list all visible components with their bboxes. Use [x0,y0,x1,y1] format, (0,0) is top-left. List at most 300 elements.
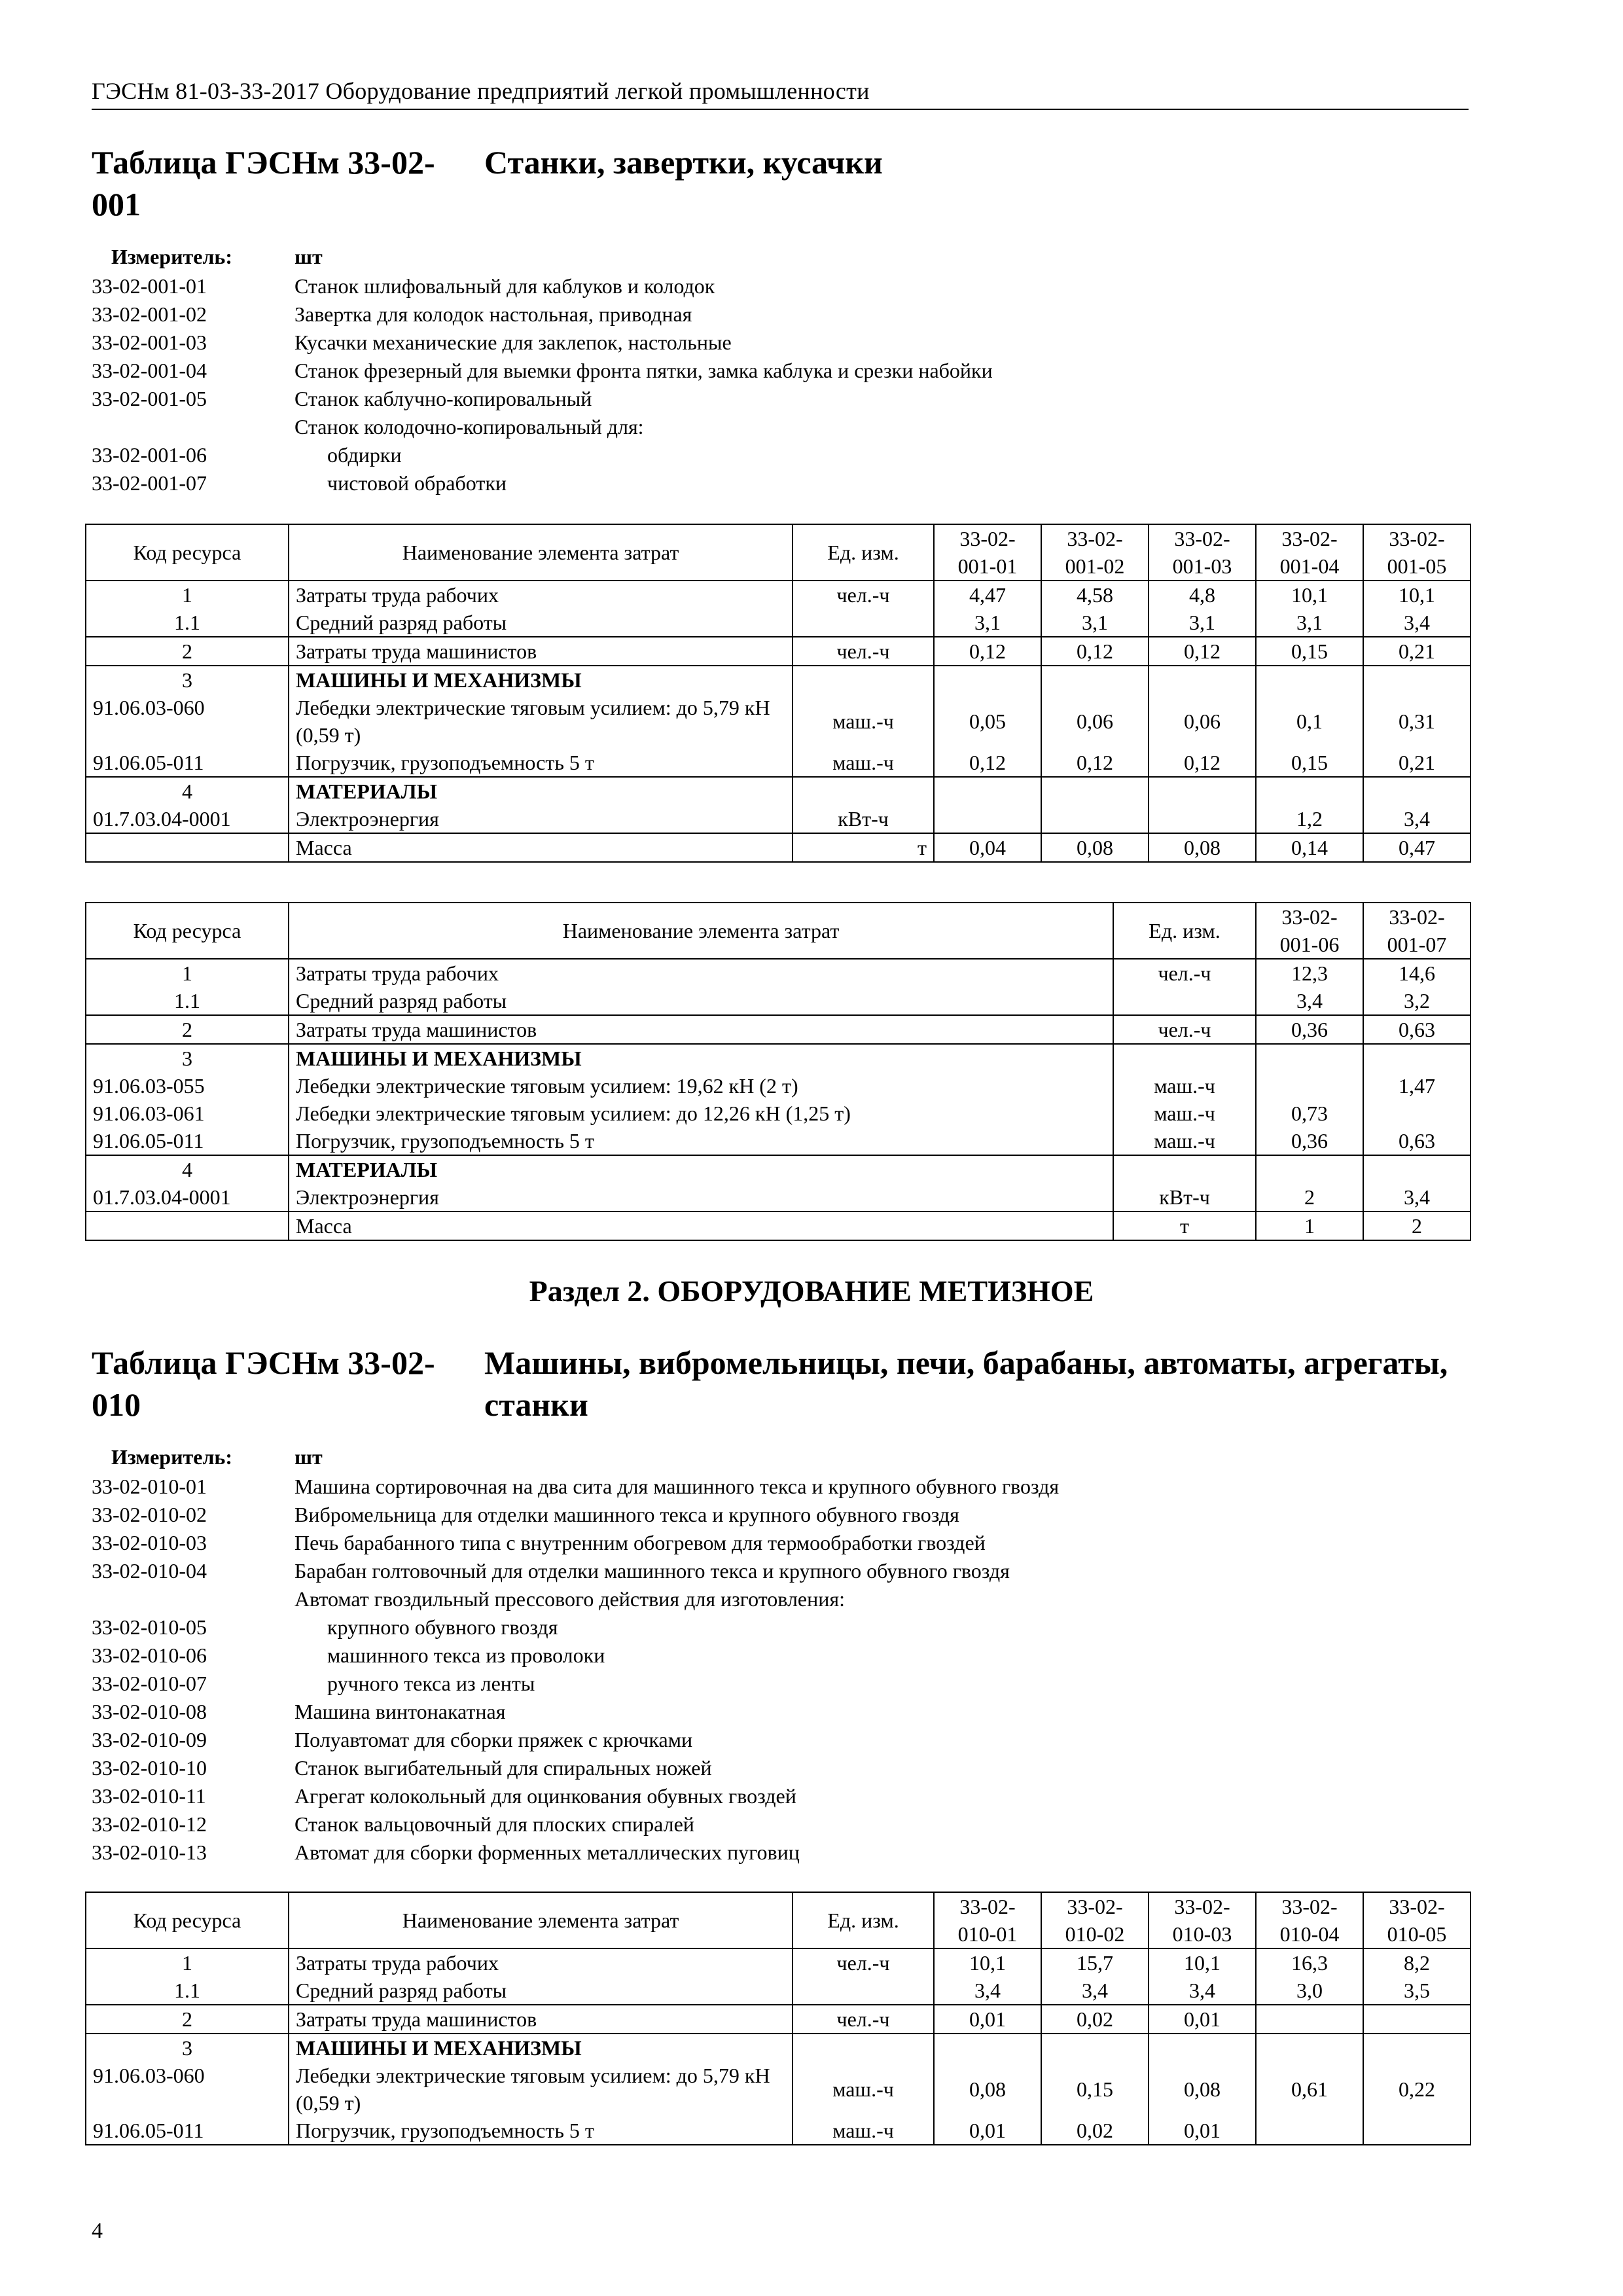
list-item [92,1501,1059,1529]
table-cell [1363,2117,1471,2145]
table-row [86,1155,1471,1183]
item-description: Станок каблучно-копировальный [294,387,592,410]
list-item [92,357,993,385]
table-cell: 4 [86,777,289,805]
text-line: 33-02- [1281,905,1338,929]
item-code: 33-02-001-01 [92,274,207,298]
table-cell: 10,1 [1363,581,1471,609]
table-cell: маш.-ч [793,2117,934,2145]
table-cell: 0,63 [1363,1015,1471,1044]
table-cell: 0,01 [934,2117,1041,2145]
table-cell: 4,47 [934,581,1041,609]
table-cell [1149,777,1256,805]
table-cell: маш.-ч [793,749,934,777]
table-header-row [86,524,1471,581]
item-code: 33-02-001-05 [92,387,207,410]
table-2-code-list [92,1473,1059,1867]
table-cell: 1 [86,959,289,987]
table-1-meter-label: Измеритель: [111,245,232,268]
table-cell: 0,63 [1363,1127,1471,1155]
list-item [92,272,993,300]
table-cell [793,1977,934,2005]
table-cell: Масса [289,833,793,862]
table-cell: маш.-ч [793,2062,934,2117]
table-cell: 8,2 [1363,1948,1471,1977]
col-header-norm [1363,903,1471,959]
table-cell: 3,5 [1363,1977,1471,2005]
table-1-heading: Станки, завертки, кусачки [484,144,883,181]
table-cell [1149,2034,1256,2062]
table-cell: чел.-ч [793,581,934,609]
col-header-name: Наименование элемента затрат [289,1892,793,1948]
table-cell: 3,4 [1363,609,1471,637]
item-description: Завертка для колодок настольная, приводная [294,302,692,326]
text-line: Машины, вибромельницы, печи, барабаны, автоматы, агрегаты, [484,1344,1448,1381]
table-row [86,987,1471,1015]
table-row [86,1044,1471,1072]
col-header-norm [1363,524,1471,581]
text-line: 33-02- [1389,527,1445,550]
text-line: 33-02- [1389,905,1445,929]
list-item [92,1839,1059,1867]
item-description: Станок фрезерный для выемки фронта пятки, замка каблука и срезки набойки [294,359,993,382]
list-item [92,413,993,441]
text-line: 001-04 [1279,554,1340,578]
table-cell: 0,1 [1256,694,1363,749]
table-cell: чел.-ч [793,1948,934,1977]
text-line: 010-03 [1172,1922,1232,1946]
table-cell [86,833,289,862]
text-line: 010-01 [957,1922,1018,1946]
table-cell: 3,1 [1149,609,1256,637]
table-cell [1256,1044,1363,1072]
table-row [86,1211,1471,1240]
table-cell: 1,2 [1256,805,1363,833]
col-header-code: Код ресурса [86,903,289,959]
table-cell: 3,4 [1041,1977,1149,2005]
list-item [92,1670,1059,1698]
list-item [92,1698,1059,1726]
text-line: 001-06 [1279,933,1340,956]
table-cell: 0,12 [1149,749,1256,777]
item-code: 33-02-010-10 [92,1756,207,1780]
table-row [86,2005,1471,2034]
table-cell: 12,3 [1256,959,1363,987]
resource-table-3 [85,1892,1471,2145]
text-line: Таблица ГЭСНм 33-02- [92,144,435,181]
text-line: 33-02- [1067,1895,1123,1918]
table-1-label [92,141,484,225]
item-code: 33-02-010-02 [92,1503,207,1526]
table-row [86,1948,1471,1977]
table-cell: 10,1 [934,1948,1041,1977]
table-cell [1041,777,1149,805]
table-row [86,1127,1471,1155]
item-code: 33-02-010-11 [92,1784,206,1808]
table-cell: кВт-ч [1113,1183,1256,1211]
table-cell [1256,1155,1363,1183]
table-row [86,1183,1471,1211]
table-cell [1256,2034,1363,2062]
text-line: 010-04 [1279,1922,1340,1946]
item-description: Станок колодочно-копировальный для: [294,415,644,439]
table-cell: 1.1 [86,1977,289,2005]
table-cell [934,805,1041,833]
table-cell: 0,73 [1256,1100,1363,1127]
table-cell: 0,04 [934,833,1041,862]
table-cell: Масса [289,1211,1113,1240]
text-line: 001-05 [1387,554,1447,578]
table-cell: 3 [86,666,289,694]
col-header-code: Код ресурса [86,524,289,581]
table-cell [1256,2117,1363,2145]
table-cell: 0,12 [934,749,1041,777]
table-cell: 3,4 [934,1977,1041,2005]
running-header: ГЭСНм 81-03-33-2017 Оборудование предприятий легкой промышленности [92,78,870,104]
table-cell: Затраты труда рабочих [289,1948,793,1977]
table-row [86,777,1471,805]
table-cell: 91.06.05-011 [86,2117,289,2145]
text-line: 33-02- [1174,1895,1230,1918]
table-cell [1256,777,1363,805]
table-cell: чел.-ч [793,637,934,666]
table-cell [1363,2005,1471,2034]
table-2-label [92,1342,484,1426]
item-description: крупного обувного гвоздя [327,1615,558,1639]
list-item [92,1641,1059,1670]
table-cell: 3,4 [1363,1183,1471,1211]
text-line: 001-07 [1387,933,1447,956]
table-cell: 1 [1256,1211,1363,1240]
table-cell: 4,58 [1041,581,1149,609]
table-cell: 3,1 [1256,609,1363,637]
item-description: Станок выгибательный для спиральных ножей [294,1756,712,1780]
table-cell: 10,1 [1256,581,1363,609]
item-description: Вибромельница для отделки машинного текса и крупного обувного гвоздя [294,1503,959,1526]
table-cell: 14,6 [1363,959,1471,987]
item-code: 33-02-010-06 [92,1643,207,1667]
table-cell [934,777,1041,805]
table-1-meter-value: шт [294,245,323,268]
text-line: 33-02- [1174,527,1230,550]
item-code: 33-02-001-04 [92,359,207,382]
table-cell: 2 [1256,1183,1363,1211]
table-cell: Электроэнергия [289,805,793,833]
page-number: 4 [92,2219,103,2243]
text-line: 001-01 [957,554,1018,578]
table-cell: Лебедки электрические тяговым усилием: 19,62 кН (2 т) [289,1072,1113,1100]
table-cell: 0,36 [1256,1127,1363,1155]
table-cell: 0,08 [1149,833,1256,862]
header-rule [92,109,1469,110]
table-row [86,2117,1471,2145]
item-code: 33-02-010-04 [92,1559,207,1583]
col-header-norm [1041,1892,1149,1948]
table-cell: 0,12 [1041,637,1149,666]
table-row [86,694,1471,749]
table-row [86,1072,1471,1100]
table-cell: 01.7.03.04-0001 [86,1183,289,1211]
table-2-meter-label: Измеритель: [111,1445,232,1469]
item-description: Автомат для сборки форменных металлических пуговиц [294,1840,800,1864]
list-item [92,1529,1059,1557]
list-item [92,300,993,329]
text-line: станки [484,1386,588,1423]
table-cell: чел.-ч [1113,1015,1256,1044]
col-header-norm [934,524,1041,581]
table-2-meter-value: шт [294,1445,323,1469]
col-header-unit: Ед. изм. [793,524,934,581]
list-item [92,441,993,469]
table-cell [934,666,1041,694]
table-cell: 3,4 [1363,805,1471,833]
item-code: 33-02-010-09 [92,1728,207,1751]
table-cell: Погрузчик, грузоподъемность 5 т [289,2117,793,2145]
table-cell [1113,1044,1256,1072]
table-cell: 1 [86,1948,289,1977]
table-cell: 10,1 [1149,1948,1256,1977]
table-cell: Лебедки электрические тяговым усилием: до 5,79 кН (0,59 т) [289,2062,793,2117]
table-cell: 3,4 [1149,1977,1256,2005]
table-cell: 0,02 [1041,2117,1149,2145]
table-cell: 1.1 [86,987,289,1015]
table-row [86,581,1471,609]
item-description: Полуавтомат для сборки пряжек с крючками [294,1728,693,1751]
table-cell: 1 [86,581,289,609]
table-cell: т [1113,1211,1256,1240]
text-line: 010 [92,1386,141,1423]
list-item [92,1473,1059,1501]
item-code: 33-02-010-13 [92,1840,207,1864]
table-cell [1041,805,1149,833]
table-cell: 0,12 [934,637,1041,666]
table-cell: Затраты труда рабочих [289,959,1113,987]
item-description: машинного текса из проволоки [327,1643,605,1667]
table-cell: МАШИНЫ И МЕХАНИЗМЫ [289,666,793,694]
table-cell: чел.-ч [1113,959,1256,987]
table-cell: 0,15 [1256,637,1363,666]
text-line: 33-02- [1389,1895,1445,1918]
table-cell: Затраты труда машинистов [289,637,793,666]
col-header-norm [1041,524,1149,581]
table-cell: 4 [86,1155,289,1183]
table-cell: 0,08 [934,2062,1041,2117]
text-line: 010-02 [1065,1922,1125,1946]
table-cell: 0,01 [1149,2117,1256,2145]
table-cell: Средний разряд работы [289,987,1113,1015]
list-item [92,469,993,497]
table-cell: 0,15 [1041,2062,1149,2117]
table-cell: 0,22 [1363,2062,1471,2117]
table-cell: 0,61 [1256,2062,1363,2117]
table-cell: Погрузчик, грузоподъемность 5 т [289,749,793,777]
table-cell: 16,3 [1256,1948,1363,1977]
table-cell: 3 [86,1044,289,1072]
list-item [92,1585,1059,1613]
table-cell: Затраты труда машинистов [289,1015,1113,1044]
col-header-norm [1256,1892,1363,1948]
table-cell: чел.-ч [793,2005,934,2034]
resource-table-2 [85,902,1471,1241]
list-item [92,1754,1059,1782]
table-row [86,609,1471,637]
table-cell: 2 [1363,1211,1471,1240]
text-line: 33-02- [1281,527,1338,550]
table-row [86,959,1471,987]
table-cell: 3,2 [1363,987,1471,1015]
table-cell: Средний разряд работы [289,609,793,637]
table-cell [1256,666,1363,694]
item-description: Автомат гвоздильный прессового действия для изготовления: [294,1587,845,1611]
table-cell [1113,1155,1256,1183]
text-line: 010-05 [1387,1922,1447,1946]
table-cell: Электроэнергия [289,1183,1113,1211]
table-row [86,1015,1471,1044]
table-row [86,805,1471,833]
table-cell: 91.06.03-060 [86,2062,289,2117]
table-cell [1363,666,1471,694]
table-cell: 01.7.03.04-0001 [86,805,289,833]
table-row [86,2034,1471,2062]
item-code: 33-02-001-02 [92,302,207,326]
table-cell: 2 [86,1015,289,1044]
list-item [92,1557,1059,1585]
table-cell: МАТЕРИАЛЫ [289,1155,1113,1183]
item-description: чистовой обработки [327,471,507,495]
table-2-heading [484,1342,1466,1426]
table-cell [1363,777,1471,805]
section-title: Раздел 2. ОБОРУДОВАНИЕ МЕТИЗНОЕ [529,1274,1094,1308]
item-description: Агрегат колокольный для оцинкования обувных гвоздей [294,1784,796,1808]
table-cell [1363,1155,1471,1183]
item-description: Станок вальцовочный для плоских спиралей [294,1812,694,1836]
table-cell [1149,805,1256,833]
col-header-code: Код ресурса [86,1892,289,1948]
table-row [86,1977,1471,2005]
col-header-norm [1363,1892,1471,1948]
col-header-unit: Ед. изм. [1113,903,1256,959]
text-line: Таблица ГЭСНм 33-02- [92,1344,435,1381]
table-cell: 1.1 [86,609,289,637]
item-code: 33-02-010-05 [92,1615,207,1639]
table-row [86,2062,1471,2117]
text-line: 33-02- [959,1895,1016,1918]
table-cell [793,777,934,805]
list-item [92,1782,1059,1810]
table-row [86,749,1471,777]
item-description: Станок шлифовальный для каблуков и колодок [294,274,715,298]
table-cell [1041,666,1149,694]
table-cell: 0,08 [1149,2062,1256,2117]
table-cell [1363,1100,1471,1127]
table-cell: Лебедки электрические тяговым усилием: до 5,79 кН (0,59 т) [289,694,793,749]
table-cell: т [793,833,934,862]
item-code: 33-02-010-03 [92,1531,207,1554]
table-cell: 0,14 [1256,833,1363,862]
table-cell: 3,4 [1256,987,1363,1015]
col-header-name: Наименование элемента затрат [289,524,793,581]
table-cell: 0,21 [1363,749,1471,777]
table-cell: 3,1 [1041,609,1149,637]
item-code: 33-02-001-03 [92,331,207,354]
table-cell [1363,1044,1471,1072]
col-header-norm [1256,903,1363,959]
table-cell: 3,1 [934,609,1041,637]
table-cell: Средний разряд работы [289,1977,793,2005]
item-code: 33-02-010-07 [92,1672,207,1695]
table-cell: 0,05 [934,694,1041,749]
table-cell: МАШИНЫ И МЕХАНИЗМЫ [289,2034,793,2062]
col-header-unit: Ед. изм. [793,1892,934,1948]
table-cell: 0,36 [1256,1015,1363,1044]
table-cell: 0,01 [934,2005,1041,2034]
text-line: 33-02- [1067,527,1123,550]
table-1-code-list [92,272,993,497]
table-cell: 15,7 [1041,1948,1149,1977]
table-cell [793,609,934,637]
col-header-norm [1256,524,1363,581]
table-row [86,637,1471,666]
table-cell [1149,666,1256,694]
table-cell: маш.-ч [1113,1100,1256,1127]
table-cell: маш.-ч [1113,1127,1256,1155]
table-cell: 0,47 [1363,833,1471,862]
list-item [92,329,993,357]
list-item [92,385,993,413]
item-code: 33-02-010-01 [92,1475,207,1498]
table-cell: 4,8 [1149,581,1256,609]
table-header-row [86,903,1471,959]
table-cell [793,2034,934,2062]
table-cell: 0,06 [1041,694,1149,749]
table-cell [1041,2034,1149,2062]
item-code: 33-02-001-07 [92,471,207,495]
item-description: обдирки [327,443,402,467]
table-cell: 91.06.03-060 [86,694,289,749]
table-cell: Затраты труда рабочих [289,581,793,609]
table-cell: 0,12 [1149,637,1256,666]
table-header-row [86,1892,1471,1948]
table-cell: 0,06 [1149,694,1256,749]
table-cell [1363,2034,1471,2062]
table-cell: Погрузчик, грузоподъемность 5 т [289,1127,1113,1155]
table-cell: 91.06.05-011 [86,1127,289,1155]
item-code: 33-02-010-08 [92,1700,207,1723]
table-cell [793,666,934,694]
table-cell: 91.06.05-011 [86,749,289,777]
text-line: 001-02 [1065,554,1125,578]
item-description: Машина сортировочная на два сита для машинного текса и крупного обувного гвоздя [294,1475,1060,1498]
table-cell [1256,1072,1363,1100]
table-cell: 91.06.03-055 [86,1072,289,1100]
table-cell: 3 [86,2034,289,2062]
list-item [92,1810,1059,1839]
table-cell: 0,08 [1041,833,1149,862]
item-description: Машина винтонакатная [294,1700,506,1723]
table-cell [86,1211,289,1240]
table-cell: 0,15 [1256,749,1363,777]
table-cell: Затраты труда машинистов [289,2005,793,2034]
list-item [92,1613,1059,1641]
table-cell: кВт-ч [793,805,934,833]
col-header-norm [934,1892,1041,1948]
list-item [92,1726,1059,1754]
table-cell: 1,47 [1363,1072,1471,1100]
item-code: 33-02-001-06 [92,443,207,467]
table-cell: МАШИНЫ И МЕХАНИЗМЫ [289,1044,1113,1072]
col-header-norm [1149,1892,1256,1948]
resource-table-1 [85,524,1471,863]
